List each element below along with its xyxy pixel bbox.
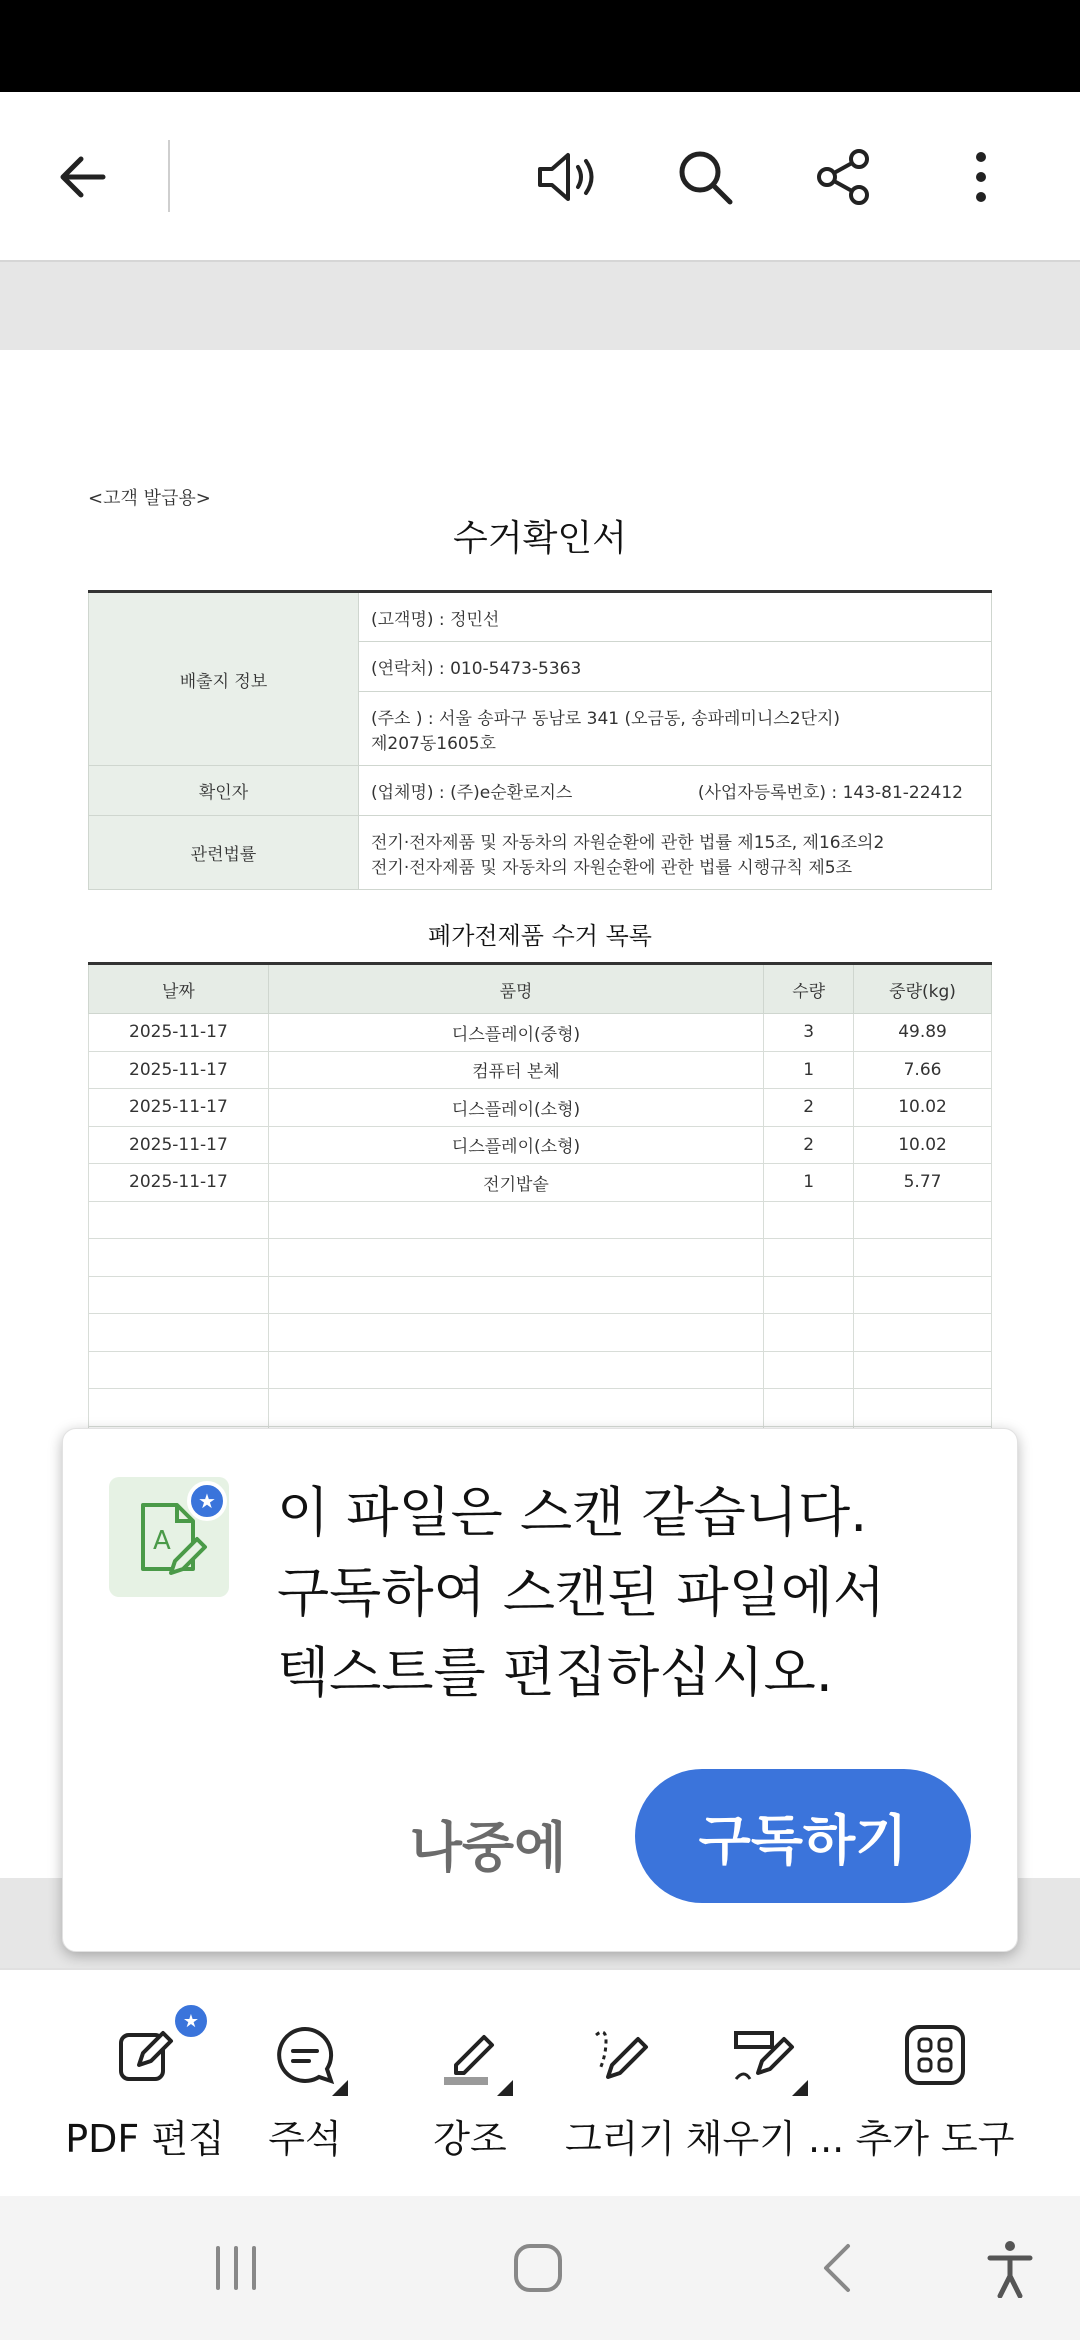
- table-row: [89, 1051, 992, 1089]
- tool-highlight[interactable]: [410, 1970, 530, 2198]
- info-table: [88, 590, 992, 890]
- tool-label: 채우기 ...: [685, 2117, 845, 2161]
- empty-row: [89, 1201, 992, 1239]
- recent-apps-icon: [208, 2240, 264, 2296]
- tool-pdf-edit[interactable]: [40, 1970, 250, 2198]
- accessibility-button[interactable]: [970, 2232, 1050, 2304]
- chevron-down-icon: [792, 2080, 808, 2096]
- empty-row: [89, 1351, 992, 1389]
- cell-qty: 1: [764, 1164, 854, 1202]
- fill-sign-icon: [730, 2020, 800, 2090]
- back-arrow-icon: [53, 147, 113, 207]
- cell-weight: 10.02: [854, 1089, 992, 1127]
- items-header-row: [89, 964, 992, 1014]
- doc-title: 수거확인서: [453, 518, 627, 559]
- back-button[interactable]: [38, 132, 128, 222]
- scan-subscription-dialog: [62, 1428, 1018, 1952]
- tool-label: 추가 도구: [855, 2117, 1015, 2161]
- list-title: 폐가전제품 수거 목록: [428, 922, 652, 950]
- info-law: [359, 816, 992, 890]
- col-qty: 수량: [764, 964, 854, 1014]
- col-date: 날짜: [89, 964, 269, 1014]
- top-toolbar: [0, 92, 1080, 260]
- dialog-message-line: 이 파일은 스캔 같습니다.: [277, 1481, 868, 1544]
- cell-weight: 5.77: [854, 1164, 992, 1202]
- items-table: [88, 962, 992, 1464]
- info-business-number: (사업자등록번호) : 143-81-22412: [697, 783, 963, 803]
- premium-star-icon: ★: [172, 2002, 210, 2040]
- dialog-message: [277, 1473, 977, 1713]
- status-bar: [0, 0, 1080, 92]
- cell-qty: 2: [764, 1126, 854, 1164]
- info-customer-name: (고객명) : 정민선: [359, 592, 992, 642]
- info-label-emitter: 배출지 정보: [89, 592, 359, 766]
- table-row: [89, 1126, 992, 1164]
- highlight-icon: [435, 2020, 505, 2090]
- info-address-line2: 제207동1605호: [371, 733, 496, 754]
- cell-item: 디스플레이(중형): [268, 1014, 763, 1052]
- dialog-message-line: 구독하여 스캔된 파일에서: [277, 1561, 886, 1624]
- tool-label: 그리기: [564, 2117, 676, 2161]
- share-button[interactable]: [798, 132, 888, 222]
- tool-more-tools[interactable]: [850, 1970, 1020, 2198]
- cell-item: 디스플레이(소형): [268, 1089, 763, 1127]
- comment-icon: [270, 2020, 340, 2090]
- tool-label: 주석: [268, 2117, 342, 2161]
- cell-qty: 3: [764, 1014, 854, 1052]
- info-law-line2: 전기·전자제품 및 자동차의 자원순환에 관한 법률 시행규칙 제5조: [371, 857, 853, 878]
- dialog-message-line: 텍스트를 편집하십시오.: [277, 1641, 833, 1704]
- cell-weight: 10.02: [854, 1126, 992, 1164]
- doc-note: <고객 발급용>: [88, 488, 211, 509]
- cell-item: 전기밥솥: [268, 1164, 763, 1202]
- empty-row: [89, 1239, 992, 1277]
- read-aloud-icon: [532, 147, 602, 207]
- draw-icon: [585, 2020, 655, 2090]
- back-nav-button[interactable]: [800, 2232, 880, 2304]
- cell-item: 컴퓨터 본체: [268, 1051, 763, 1089]
- cell-qty: 2: [764, 1089, 854, 1127]
- cell-date: 2025-11-17: [89, 1014, 269, 1052]
- share-icon: [811, 145, 875, 209]
- table-row: [89, 1089, 992, 1127]
- later-button[interactable]: 나중에: [409, 1815, 567, 1879]
- info-label-confirmer: 확인자: [89, 766, 359, 816]
- read-aloud-button[interactable]: [522, 132, 612, 222]
- back-icon: [812, 2240, 868, 2296]
- info-address: [359, 692, 992, 766]
- info-address-line1: (주소 ) : 서울 송파구 동남로 341 (오금동, 송파레미니스2단지): [371, 708, 841, 729]
- pdf-edit-icon: [110, 2010, 200, 2090]
- cell-item: 디스플레이(소형): [268, 1126, 763, 1164]
- accessibility-icon: [982, 2238, 1038, 2298]
- chevron-down-icon: [497, 2080, 513, 2096]
- chevron-down-icon: [332, 2080, 348, 2096]
- cell-weight: 49.89: [854, 1014, 992, 1052]
- home-icon: [510, 2240, 566, 2296]
- premium-star-icon: ★: [187, 1481, 227, 1521]
- empty-row: [89, 1276, 992, 1314]
- tool-label: 강조: [433, 2117, 507, 2161]
- toolbar-divider: [168, 140, 170, 212]
- info-company: [359, 766, 992, 816]
- cell-weight: 7.66: [854, 1051, 992, 1089]
- info-contact: (연락처) : 010-5473-5363: [359, 642, 992, 692]
- col-weight: 중량(kg): [854, 964, 992, 1014]
- more-tools-icon: [900, 2020, 970, 2090]
- col-item: 품명: [268, 964, 763, 1014]
- cell-date: 2025-11-17: [89, 1089, 269, 1127]
- search-icon: [674, 146, 736, 208]
- svg-text:A: A: [153, 1526, 171, 1556]
- cell-date: 2025-11-17: [89, 1126, 269, 1164]
- info-law-line1: 전기·전자제품 및 자동차의 자원순환에 관한 법률 제15조, 제16조의2: [371, 832, 885, 853]
- info-company-name: (업체명) : (주)e순환로지스: [371, 783, 573, 803]
- tool-comment[interactable]: [250, 1970, 360, 2198]
- cell-qty: 1: [764, 1051, 854, 1089]
- bottom-tools-bar: [0, 1968, 1080, 2196]
- empty-row: [89, 1314, 992, 1352]
- table-row: [89, 1014, 992, 1052]
- subscribe-button[interactable]: 구독하기: [635, 1769, 971, 1903]
- system-nav-bar: [0, 2196, 1080, 2340]
- cell-date: 2025-11-17: [89, 1051, 269, 1089]
- search-button[interactable]: [660, 132, 750, 222]
- more-options-icon: [971, 147, 991, 207]
- home-button[interactable]: [498, 2232, 578, 2304]
- more-options-button[interactable]: [936, 132, 1026, 222]
- tool-label: PDF 편집: [65, 2117, 225, 2161]
- info-label-law: 관련법률: [89, 816, 359, 890]
- cell-date: 2025-11-17: [89, 1164, 269, 1202]
- table-row: [89, 1164, 992, 1202]
- toolbar-separator: [0, 260, 1080, 350]
- recent-apps-button[interactable]: [196, 2232, 276, 2304]
- tool-draw[interactable]: [560, 1970, 680, 2198]
- tool-fill-sign[interactable]: [685, 1970, 845, 2198]
- empty-row: [89, 1389, 992, 1427]
